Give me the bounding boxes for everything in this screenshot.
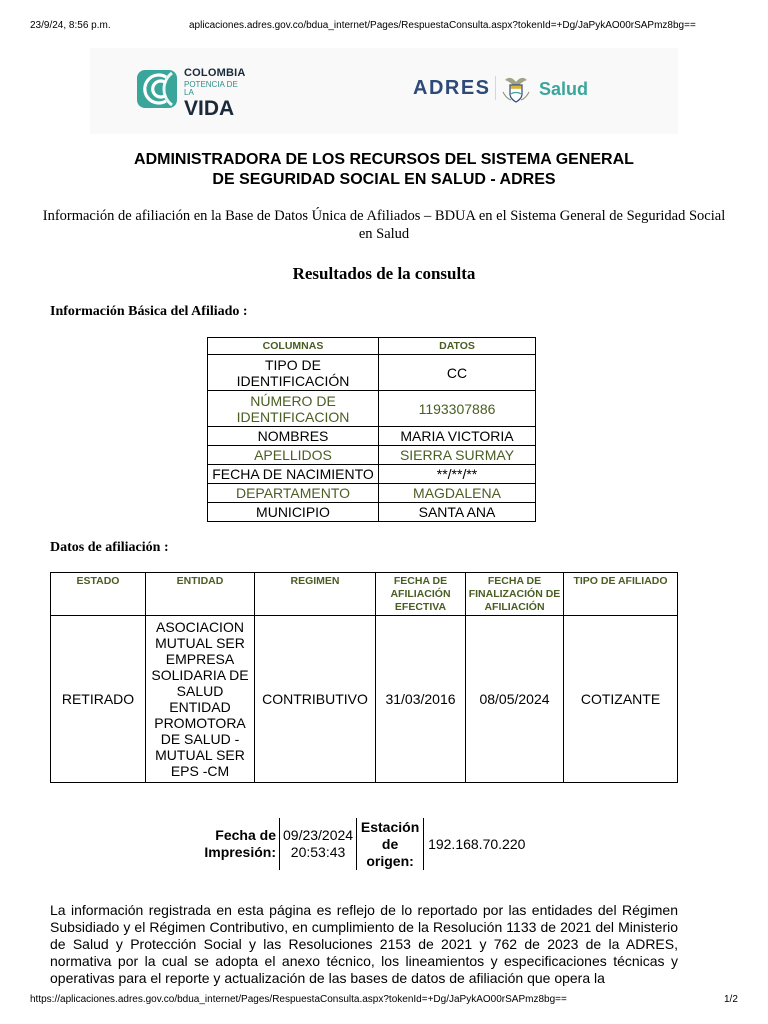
print-url: aplicaciones.adres.gov.co/bdua_internet/Pages/RespuestaConsulta.aspx?tokenId=+Dg/JaPykAO00rSAPmz8bg== [189,20,696,31]
table-row [208,391,536,427]
basic-info-table [207,337,536,522]
coat-of-arms-icon [499,74,533,104]
page-subtitle: Información de afiliación en la Base de Datos Única de Afiliados – BDUA en el Sistema General de Seguridad Social en Salud [42,208,726,242]
title-line-2: DE SEGURIDAD SOCIAL EN SALUD - ADRES [212,171,556,188]
potencia-word: POTENCIA DE LA [184,80,238,97]
adres-salud-logo [413,74,593,104]
row-key: NOMBRES [208,427,379,446]
table-header-row [51,573,678,616]
affiliation-table [50,572,678,783]
row-key: MUNICIPIO [208,503,379,522]
estado-cell: RETIRADO [51,616,146,783]
affiliation-label: Datos de afiliación : [50,540,169,555]
disclaimer-text: La información registrada en esta página es reflejo de lo reportado por las entidades del Régimen Subsidiado y el Régimen Contributivo, en cumplimiento de la Resolución 1133 de 2021 del Ministerio de Salud y Protección Social y las Resoluciones 2153 de 2021 y 762 de 2023 de la ADRES, normativa por la cual se adopta el anexo técnico, los lineamientos y especificaciones técnicas y operativas para el reporte y actualización de las bases de datos de afiliación que opera la [50,902,678,986]
row-value: **/**/** [379,465,536,484]
page-number: 1/2 [724,994,738,1005]
fecha-impresion-value: 09/23/2024 20:53:43 [280,818,357,870]
column-header: TIPO DE AFILIADO [564,573,678,616]
row-value: SANTA ANA [379,503,536,522]
row-value: MAGDALENA [379,484,536,503]
basic-info-label: Información Básica del Afiliado : [50,304,248,319]
tipo-afiliado-cell: COTIZANTE [564,616,678,783]
colombia-wave-icon [136,69,178,109]
table-row [208,427,536,446]
adres-word: ADRES [413,77,491,99]
table-row [51,616,678,783]
row-key: TIPO DE IDENTIFICACIÓN [208,355,379,391]
table-header-row [208,338,536,355]
row-value: CC [379,355,536,391]
column-header: ENTIDAD [146,573,255,616]
fecha-afiliacion-cell: 31/03/2016 [376,616,466,783]
column-header: COLUMNAS [208,338,379,355]
print-datetime: 23/9/24, 8:56 p.m. [30,20,111,31]
estacion-origen-value: 192.168.70.220 [424,818,529,870]
colombia-logo-text [184,68,248,119]
row-key: APELLIDOS [208,446,379,465]
colombia-word: COLOMBIA [184,67,246,79]
table-row [208,465,536,484]
row-value: MARIA VICTORIA [379,427,536,446]
column-header: FECHA DE FINALIZACIÓN DE AFILIACIÓN [466,573,564,616]
vida-word: VIDA [184,97,235,120]
column-header: DATOS [379,338,536,355]
entidad-cell: ASOCIACION MUTUAL SER EMPRESA SOLIDARIA DE SALUD ENTIDAD PROMOTORA DE SALUD - MUTUAL SER EPS -CM [146,616,255,783]
row-value: 1193307886 [379,391,536,427]
table-row [208,503,536,522]
estacion-origen-label: Estación de origen: [360,818,420,869]
results-heading: Resultados de la consulta [292,264,476,283]
page-title [60,150,708,190]
regimen-cell: CONTRIBUTIVO [255,616,376,783]
table-row [208,446,536,465]
row-key: FECHA DE NACIMIENTO [208,465,379,484]
print-info-table [201,818,528,870]
colombia-potencia-vida-logo [136,66,248,120]
column-header: FECHA DE AFILIACIÓN EFECTIVA [376,573,466,616]
title-line-1: ADMINISTRADORA DE LOS RECURSOS DEL SISTEMA GENERAL [134,151,634,168]
fecha-impresion-label: Fecha de Impresión: [204,827,276,860]
table-row [208,355,536,391]
footer-url: https://aplicaciones.adres.gov.co/bdua_internet/Pages/RespuestaConsulta.aspx?tokenId=+Dg/JaPykAO00rSAPmz8bg== [30,994,567,1005]
salud-word: Salud [539,79,589,99]
row-value: SIERRA SURMAY [379,446,536,465]
logo-divider [495,76,496,100]
fecha-finalizacion-cell: 08/05/2024 [466,616,564,783]
column-header: ESTADO [51,573,146,616]
print-info-row [201,818,528,870]
table-row [208,484,536,503]
row-key: NÚMERO DE IDENTIFICACION [208,391,379,427]
row-key: DEPARTAMENTO [208,484,379,503]
column-header: REGIMEN [255,573,376,616]
